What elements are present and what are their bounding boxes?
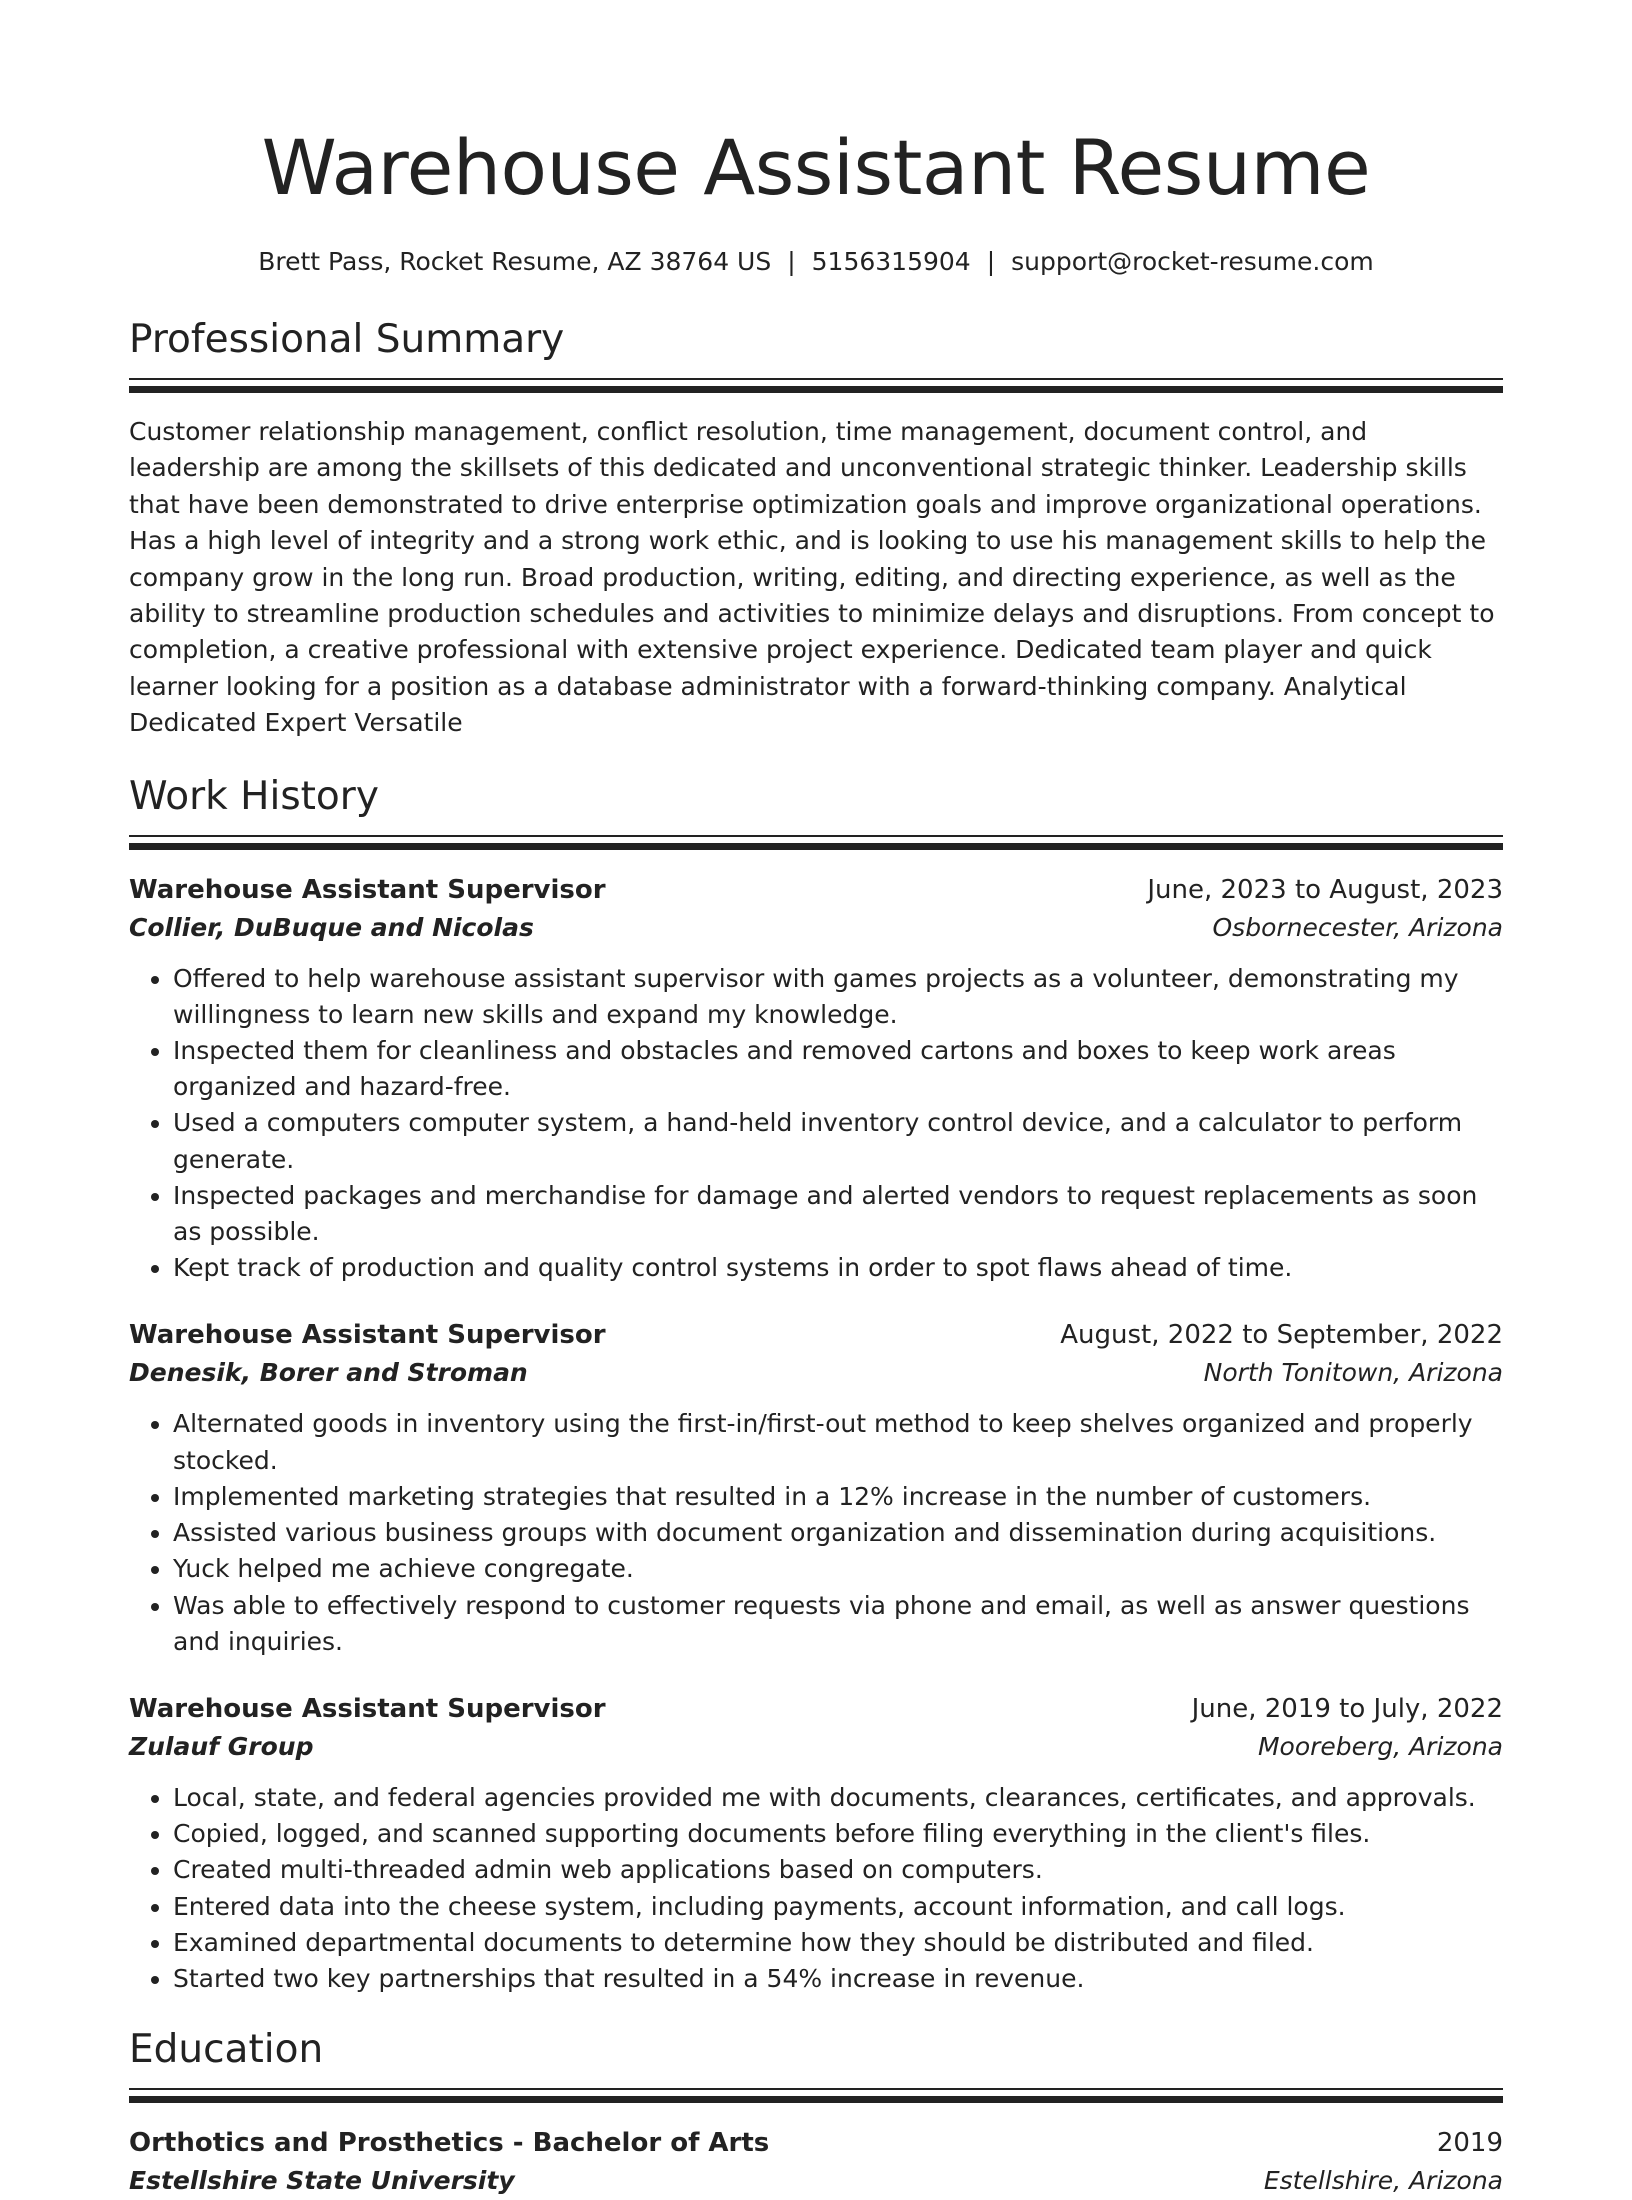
job-location: North Tonitown, Arizona bbox=[1203, 1358, 1503, 1388]
education-year: 2019 bbox=[1436, 2128, 1503, 2159]
contact-separator: | bbox=[986, 247, 996, 276]
contact-address: Brett Pass, Rocket Resume, AZ 38764 US bbox=[258, 247, 772, 276]
job-bullet-list bbox=[129, 1780, 1503, 1997]
job-company: Zulauf Group bbox=[129, 1731, 314, 1761]
job-bullet: • Was able to effectively respond to customer requests via phone and email, as well as answer questions and inquiries. bbox=[173, 1588, 1503, 1660]
job-company-row bbox=[129, 909, 1503, 947]
job-bullet: • Created multi-threaded admin web applications based on computers. bbox=[173, 1852, 1503, 1888]
job-bullet: • Used a computers computer system, a hand-held inventory control device, and a calculator to perform generate. bbox=[173, 1105, 1503, 1177]
education-location: Estellshire, Arizona bbox=[1263, 2166, 1503, 2196]
job-bullet: • Inspected them for cleanliness and obstacles and removed cartons and boxes to keep work areas organized and hazard-free. bbox=[173, 1033, 1503, 1105]
job-company-row bbox=[129, 1728, 1503, 1766]
job-bullet-list bbox=[129, 961, 1503, 1287]
job-location: Osbornecester, Arizona bbox=[1212, 912, 1503, 942]
job-entry bbox=[129, 871, 1503, 1287]
job-bullet: • Started two key partnerships that resulted in a 54% increase in revenue. bbox=[173, 1961, 1503, 1997]
job-header-row bbox=[129, 871, 1503, 909]
education-entry bbox=[129, 2124, 1503, 2200]
job-bullet: • Entered data into the cheese system, including payments, account information, and call logs. bbox=[173, 1889, 1503, 1925]
job-bullet: • Alternated goods in inventory using the first-in/first-out method to keep shelves organized and properly stocked. bbox=[173, 1406, 1503, 1478]
job-bullet-list bbox=[129, 1406, 1503, 1659]
job-company-row bbox=[129, 1354, 1503, 1392]
contact-email: support@rocket-resume.com bbox=[1011, 247, 1374, 276]
job-bullet: • Implemented marketing strategies that resulted in a 12% increase in the number of customers. bbox=[173, 1479, 1503, 1515]
contact-separator: | bbox=[787, 247, 796, 276]
job-company: Denesik, Borer and Stroman bbox=[129, 1358, 528, 1388]
job-dates: June, 2023 to August, 2023 bbox=[1147, 874, 1503, 905]
job-header-row bbox=[129, 1316, 1503, 1354]
job-header-row bbox=[129, 1690, 1503, 1728]
education-school-row bbox=[129, 2162, 1503, 2200]
section-divider bbox=[129, 378, 1503, 394]
job-company: Collier, DuBuque and Nicolas bbox=[129, 912, 534, 942]
education-degree: Orthotics and Prosthetics - Bachelor of Arts bbox=[129, 2128, 770, 2159]
section-divider bbox=[129, 835, 1503, 851]
job-title: Warehouse Assistant Supervisor bbox=[129, 1320, 606, 1351]
work-history-section bbox=[129, 772, 1503, 1997]
section-heading-summary: Professional Summary bbox=[129, 317, 565, 362]
job-entry bbox=[129, 1690, 1503, 1997]
professional-summary-section bbox=[129, 315, 1503, 742]
section-heading-work-history: Work History bbox=[129, 773, 379, 819]
job-bullet: • Assisted various business groups with document organization and dissemination during acquisitions. bbox=[173, 1515, 1503, 1551]
job-dates: June, 2019 to July, 2022 bbox=[1191, 1693, 1503, 1724]
education-school: Estellshire State University bbox=[129, 2166, 515, 2196]
job-title: Warehouse Assistant Supervisor bbox=[129, 1693, 606, 1724]
job-dates: August, 2022 to September, 2022 bbox=[1060, 1320, 1503, 1351]
contact-phone: 5156315904 bbox=[811, 247, 971, 276]
section-heading-education: Education bbox=[129, 2027, 324, 2073]
job-location: Mooreberg, Arizona bbox=[1257, 1731, 1503, 1761]
resume-title: Warehouse Assistant Resume bbox=[261, 123, 1371, 212]
job-bullet: • Local, state, and federal agencies provided me with documents, clearances, certificates, and approvals. bbox=[173, 1780, 1503, 1816]
summary-text: Customer relationship management, conflict resolution, time management, document control, and leadership are among the skillsets of this dedicated and unconventional strategic thinker. Leadership skills that have been demonstrated to drive enterprise optimization goals and improve organizational operations. Has a high level of integrity and a strong work ethic, and is looking to use his management skills to help the company grow in the long run. Broad production, writing, editing, and directing experience, as well as the ability to streamline production schedules and activities to minimize delays and disruptions. From concept to completion, a creative professional with extensive project experience. Dedicated team player and quick learner looking for a position as a database administrator with a forward-thinking company. Analytical Dedicated Expert Versatile bbox=[129, 417, 1495, 738]
contact-line bbox=[129, 244, 1503, 280]
job-bullet: • Inspected packages and merchandise for damage and alerted vendors to request replacements as soon as possible. bbox=[173, 1178, 1503, 1250]
job-bullet: • Yuck helped me achieve congregate. bbox=[173, 1551, 1503, 1587]
job-title: Warehouse Assistant Supervisor bbox=[129, 874, 606, 905]
job-bullet: • Examined departmental documents to determine how they should be distributed and filed. bbox=[173, 1925, 1503, 1961]
job-bullet: • Offered to help warehouse assistant supervisor with games projects as a volunteer, demonstrating my willingness to learn new skills and expand my knowledge. bbox=[173, 961, 1503, 1033]
section-divider bbox=[129, 2088, 1503, 2104]
job-bullet: • Kept track of production and quality control systems in order to spot flaws ahead of time. bbox=[173, 1250, 1503, 1286]
education-section bbox=[129, 2025, 1503, 2200]
job-entry bbox=[129, 1316, 1503, 1659]
job-bullet: • Copied, logged, and scanned supporting documents before filing everything in the client's files. bbox=[173, 1816, 1503, 1852]
education-header-row bbox=[129, 2124, 1503, 2162]
